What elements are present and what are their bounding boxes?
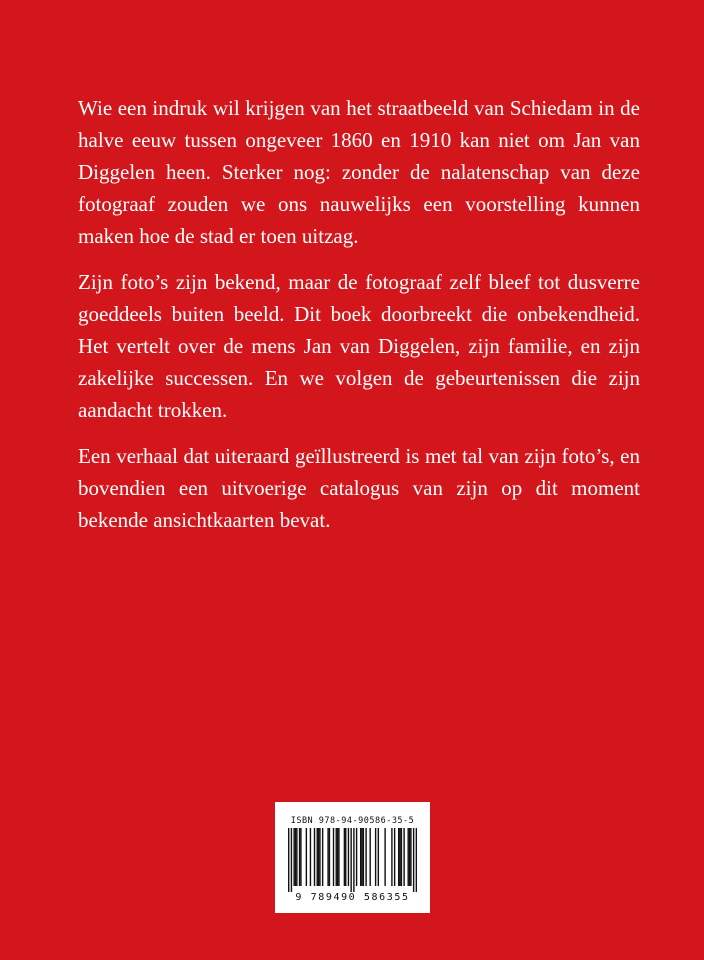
barcode-bar: [319, 828, 320, 886]
barcode-bar: [337, 828, 338, 886]
barcode-bar: [314, 828, 315, 886]
barcode-bar: [350, 828, 351, 892]
blurb-paragraph-3: Een verhaal dat uiteraard geïllustreerd is met tal van zijn foto’s, en bovendien een uitvoerige catalogus van zijn op dit moment bekende ansichtkaarten bevat.: [78, 444, 640, 532]
barcode-bar: [394, 828, 395, 886]
barcode-bar: [299, 828, 300, 886]
barcode-bar: [336, 828, 337, 886]
barcode-bar: [363, 828, 364, 886]
barcode-bar: [295, 828, 296, 886]
barcode-bar: [329, 828, 330, 886]
barcode-bar: [296, 828, 297, 886]
ean-digits: 9 789490 586355: [295, 892, 410, 903]
blurb-paragraph-2: Zijn foto’s zijn bekend, maar de fotograaf zelf bleef tot dusverre goeddeels buiten beeld. Dit boek doorbreekt die onbekendheid. Het vertelt over de mens Jan van Diggelen, zijn familie, en zijn zakelijke successen. En we volgen de gebeurtenissen die zijn aandacht trokken.: [78, 270, 640, 422]
blurb-paragraph-1: Wie een indruk wil krijgen van het straatbeeld van Schiedam in de halve eeuw tussen ongeveer 1860 en 1910 kan niet om Jan van Diggelen heen. Sterker nog: zonder de nalatenschap van deze fotograaf zouden we ons nauwelijks een voorstelling kunnen maken hoe de stad er toen uitzag.: [78, 96, 640, 248]
barcode-bar: [310, 828, 311, 886]
barcode-bar: [317, 828, 318, 886]
barcode-bar: [345, 828, 346, 886]
barcode-bar: [365, 828, 366, 886]
barcode-bar: [384, 828, 385, 886]
barcode-bar: [338, 828, 339, 886]
barcode-bar: [401, 828, 402, 886]
barcode-bar: [391, 828, 392, 886]
barcode-bar: [322, 828, 323, 886]
barcode-bar: [300, 828, 301, 886]
barcode-bar: [318, 828, 319, 886]
barcode-bar: [399, 828, 400, 886]
barcode-bar: [378, 828, 379, 886]
barcode-bar: [369, 828, 370, 886]
barcode-bar: [409, 828, 410, 886]
isbn-barcode: [275, 802, 430, 913]
barcode-bar: [353, 828, 354, 892]
barcode-bars: [288, 828, 417, 892]
barcode-bar: [348, 828, 349, 886]
barcode-bar: [293, 828, 294, 886]
barcode-bar: [327, 828, 328, 886]
barcode-bar: [403, 828, 404, 886]
barcode-bar: [333, 828, 334, 886]
isbn-label: ISBN 978-94-90586-35-5: [290, 816, 415, 826]
barcode-bar: [375, 828, 376, 886]
barcode-bar: [356, 828, 357, 886]
barcode-bar: [344, 828, 345, 886]
barcode-bar: [360, 828, 361, 886]
barcode-bar: [398, 828, 399, 886]
barcode-bar: [407, 828, 408, 886]
barcode-bar: [288, 828, 289, 892]
barcode-bar: [361, 828, 362, 886]
barcode-bar: [291, 828, 292, 892]
barcode-bar: [306, 828, 307, 886]
barcode-bar: [416, 828, 417, 892]
blurb-text: [78, 92, 640, 550]
barcode-bar: [413, 828, 414, 892]
barcode-bar: [410, 828, 411, 886]
